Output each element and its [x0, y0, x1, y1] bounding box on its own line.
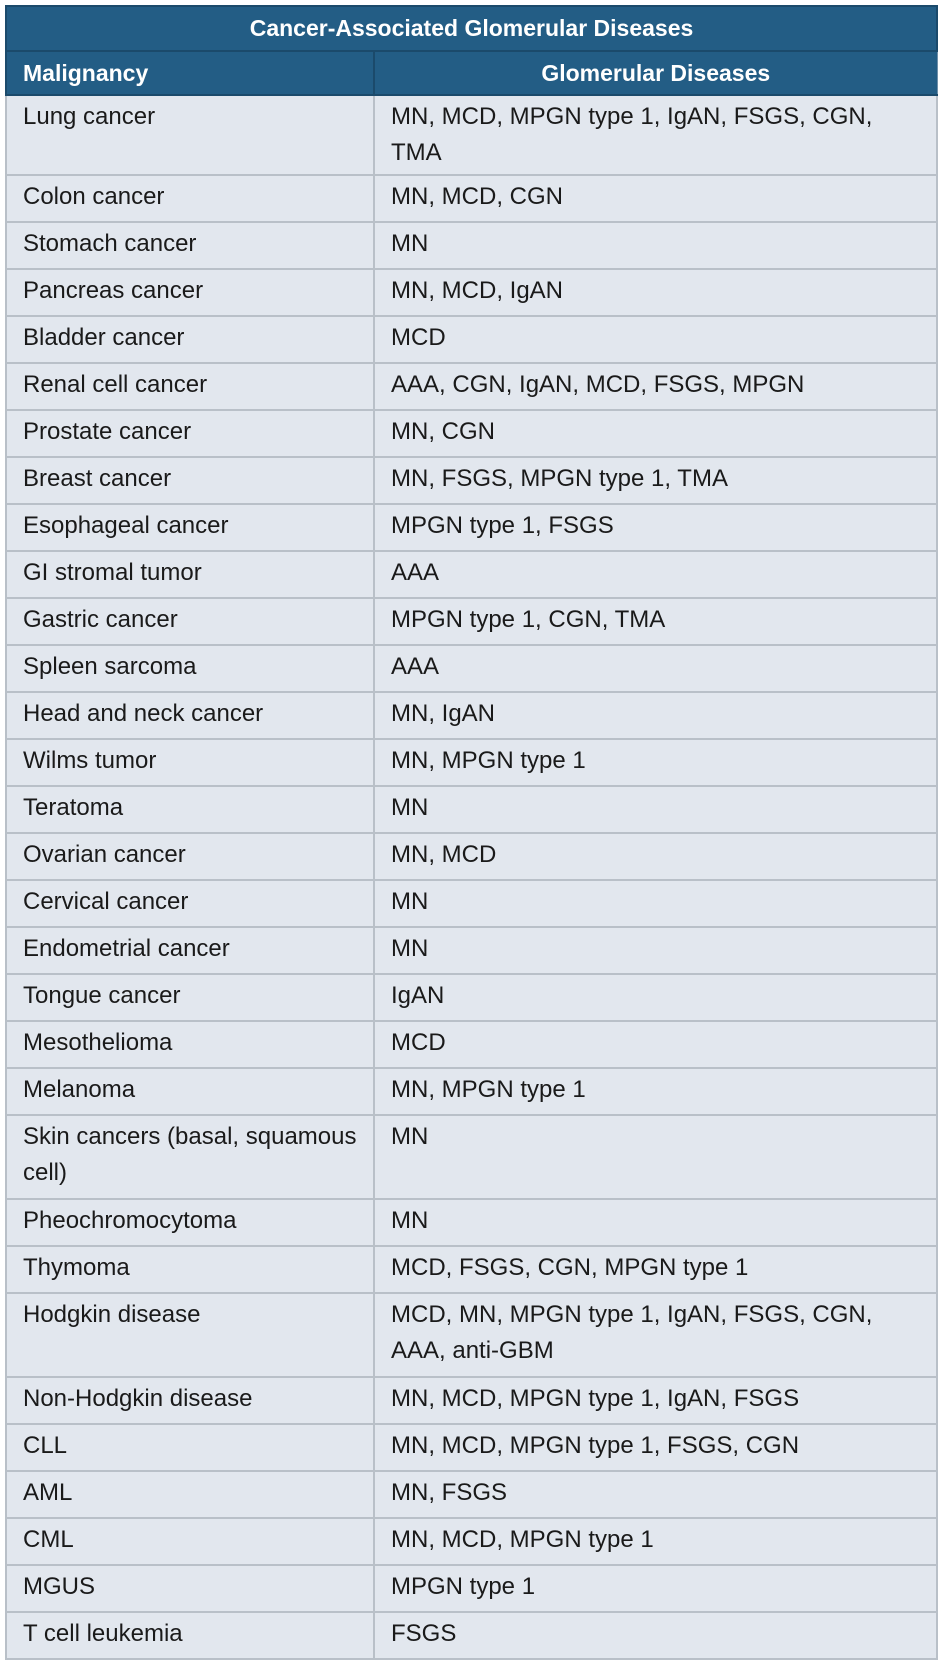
table-row [6, 1246, 937, 1293]
glomerular-diseases-cell: MN, MCD, MPGN type 1 [374, 1518, 937, 1565]
table-row [6, 786, 937, 833]
glomerular-diseases-cell: MN, MPGN type 1 [374, 1068, 937, 1115]
table-row [6, 833, 937, 880]
table-row [6, 927, 937, 974]
table-title-row [6, 6, 937, 51]
malignancy-cell: Gastric cancer [6, 598, 374, 645]
glomerular-diseases-cell: MCD, MN, MPGN type 1, IgAN, FSGS, CGN, AAA, anti-GBM [374, 1293, 937, 1377]
glomerular-diseases-cell: MN, MCD, IgAN [374, 269, 937, 316]
glomerular-diseases-cell: MN [374, 927, 937, 974]
glomerular-diseases-cell: MN, FSGS, MPGN type 1, TMA [374, 457, 937, 504]
column-header-glomerular-diseases: Glomerular Diseases [374, 51, 937, 95]
glomerular-diseases-cell: MN, MCD, MPGN type 1, FSGS, CGN [374, 1424, 937, 1471]
table-row [6, 1424, 937, 1471]
glomerular-diseases-cell: AAA [374, 551, 937, 598]
malignancy-cell: Head and neck cancer [6, 692, 374, 739]
glomerular-diseases-cell: MN, MCD [374, 833, 937, 880]
malignancy-cell: Melanoma [6, 1068, 374, 1115]
table-row [6, 269, 937, 316]
malignancy-cell: Breast cancer [6, 457, 374, 504]
glomerular-diseases-cell: MN [374, 222, 937, 269]
column-header-malignancy: Malignancy [6, 51, 374, 95]
table-row [6, 457, 937, 504]
glomerular-diseases-cell: MPGN type 1, CGN, TMA [374, 598, 937, 645]
table-row [6, 1115, 937, 1199]
table-header-row [6, 51, 937, 95]
malignancy-cell: Pheochromocytoma [6, 1199, 374, 1246]
table-row [6, 1021, 937, 1068]
table-row [6, 880, 937, 927]
malignancy-cell: Cervical cancer [6, 880, 374, 927]
table-row [6, 1293, 937, 1377]
table-row [6, 1518, 937, 1565]
glomerular-diseases-cell: MN [374, 786, 937, 833]
malignancy-cell: Endometrial cancer [6, 927, 374, 974]
glomerular-diseases-cell: AAA [374, 645, 937, 692]
table-row [6, 1068, 937, 1115]
table-row [6, 504, 937, 551]
malignancy-cell: Teratoma [6, 786, 374, 833]
table-row [6, 410, 937, 457]
malignancy-cell: Colon cancer [6, 175, 374, 222]
table-row [6, 316, 937, 363]
glomerular-diseases-cell: MN [374, 1199, 937, 1246]
glomerular-diseases-cell: MN, MCD, CGN [374, 175, 937, 222]
glomerular-diseases-cell: MCD [374, 316, 937, 363]
glomerular-diseases-cell: MN, MCD, MPGN type 1, IgAN, FSGS, CGN, TMA [374, 95, 937, 175]
glomerular-diseases-cell: MN, MCD, MPGN type 1, IgAN, FSGS [374, 1377, 937, 1424]
glomerular-diseases-cell: AAA, CGN, IgAN, MCD, FSGS, MPGN [374, 363, 937, 410]
malignancy-cell: Prostate cancer [6, 410, 374, 457]
table-row [6, 974, 937, 1021]
glomerular-diseases-cell: IgAN [374, 974, 937, 1021]
malignancy-cell: AML [6, 1471, 374, 1518]
malignancy-cell: Tongue cancer [6, 974, 374, 1021]
malignancy-cell: Spleen sarcoma [6, 645, 374, 692]
glomerular-diseases-cell: MN, MPGN type 1 [374, 739, 937, 786]
malignancy-cell: Renal cell cancer [6, 363, 374, 410]
malignancy-cell: Wilms tumor [6, 739, 374, 786]
glomerular-diseases-cell: MN [374, 1115, 937, 1199]
malignancy-cell: Bladder cancer [6, 316, 374, 363]
malignancy-cell: Skin cancers (basal, squamous cell) [6, 1115, 374, 1199]
table-row [6, 363, 937, 410]
glomerular-diseases-cell: MN, CGN [374, 410, 937, 457]
glomerular-diseases-cell: MN [374, 880, 937, 927]
table-row [6, 1199, 937, 1246]
table-row [6, 551, 937, 598]
table-row [6, 645, 937, 692]
table-title: Cancer-Associated Glomerular Diseases [6, 6, 937, 51]
malignancy-cell: Lung cancer [6, 95, 374, 175]
malignancy-cell: CML [6, 1518, 374, 1565]
glomerular-diseases-cell: MPGN type 1, FSGS [374, 504, 937, 551]
malignancy-cell: Stomach cancer [6, 222, 374, 269]
malignancy-cell: Ovarian cancer [6, 833, 374, 880]
malignancy-cell: Hodgkin disease [6, 1293, 374, 1377]
table-row [6, 95, 937, 175]
table-row [6, 692, 937, 739]
malignancy-cell: MGUS [6, 1565, 374, 1612]
glomerular-diseases-cell: MCD [374, 1021, 937, 1068]
cancer-glomerular-table [5, 5, 938, 1660]
table-row [6, 598, 937, 645]
glomerular-diseases-cell: FSGS [374, 1612, 937, 1659]
malignancy-cell: Mesothelioma [6, 1021, 374, 1068]
malignancy-cell: Non-Hodgkin disease [6, 1377, 374, 1424]
malignancy-cell: Thymoma [6, 1246, 374, 1293]
table-row [6, 1377, 937, 1424]
table-row [6, 1612, 937, 1659]
malignancy-cell: GI stromal tumor [6, 551, 374, 598]
glomerular-diseases-cell: MCD, FSGS, CGN, MPGN type 1 [374, 1246, 937, 1293]
malignancy-cell: Pancreas cancer [6, 269, 374, 316]
table-row [6, 222, 937, 269]
table-row [6, 739, 937, 786]
table-row [6, 1471, 937, 1518]
malignancy-cell: CLL [6, 1424, 374, 1471]
glomerular-diseases-cell: MN, FSGS [374, 1471, 937, 1518]
table-row [6, 175, 937, 222]
table-body [6, 95, 937, 1659]
glomerular-diseases-cell: MPGN type 1 [374, 1565, 937, 1612]
malignancy-cell: T cell leukemia [6, 1612, 374, 1659]
table-row [6, 1565, 937, 1612]
malignancy-cell: Esophageal cancer [6, 504, 374, 551]
cancer-glomerular-table-container [5, 5, 936, 1660]
glomerular-diseases-cell: MN, IgAN [374, 692, 937, 739]
